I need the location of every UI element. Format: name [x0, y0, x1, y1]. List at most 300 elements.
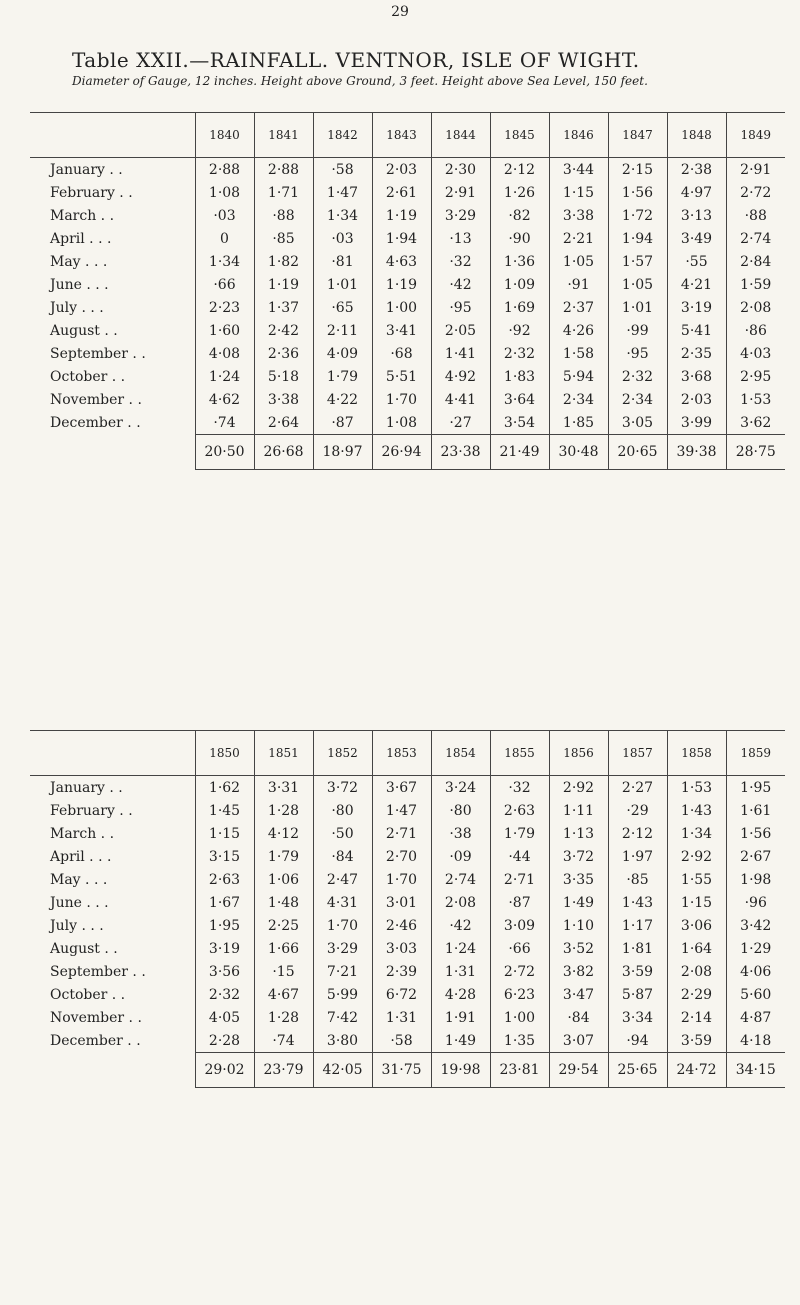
rainfall-value: ·80: [313, 799, 372, 822]
rainfall-value: 1·01: [313, 273, 372, 296]
rainfall-value: 3·64: [490, 388, 549, 411]
rainfall-value: 1·95: [726, 776, 785, 800]
annual-total: 31·75: [372, 1053, 431, 1088]
rainfall-value: 3·80: [313, 1029, 372, 1053]
table-row: [30, 799, 785, 822]
table-row: [30, 822, 785, 845]
rainfall-value: ·27: [431, 411, 490, 435]
table-row: [30, 319, 785, 342]
rainfall-value: 2·71: [372, 822, 431, 845]
year-header: 1858: [667, 731, 726, 776]
rainfall-value: 1·28: [254, 799, 313, 822]
rainfall-value: ·86: [726, 319, 785, 342]
annual-total: 19·98: [431, 1053, 490, 1088]
rainfall-value: 3·34: [608, 1006, 667, 1029]
table-row: [30, 273, 785, 296]
totals-label-cell: [30, 1053, 195, 1088]
rainfall-value: 3·62: [726, 411, 785, 435]
rainfall-value: 4·21: [667, 273, 726, 296]
rainfall-value: 3·54: [490, 411, 549, 435]
rainfall-value: ·80: [431, 799, 490, 822]
rainfall-value: 1·01: [608, 296, 667, 319]
table-row: [30, 776, 785, 800]
table-row: [30, 983, 785, 1006]
rainfall-value: 1·55: [667, 868, 726, 891]
month-label: July . . .: [50, 299, 104, 316]
rainfall-value: 3·68: [667, 365, 726, 388]
rainfall-value: ·92: [490, 319, 549, 342]
rainfall-value: 2·32: [195, 983, 254, 1006]
rainfall-value: 5·60: [726, 983, 785, 1006]
totals-row: [30, 1053, 785, 1088]
rainfall-value: 1·64: [667, 937, 726, 960]
table-row: [30, 937, 785, 960]
rainfall-value: 5·94: [549, 365, 608, 388]
rainfall-value: 1·79: [313, 365, 372, 388]
rainfall-value: 1·56: [726, 822, 785, 845]
rainfall-value: 0: [195, 227, 254, 250]
rainfall-value: 2·46: [372, 914, 431, 937]
month-label: February . .: [50, 802, 133, 819]
month-label: May . . .: [50, 253, 108, 270]
rainfall-value: 1·43: [667, 799, 726, 822]
rainfall-value: 3·44: [549, 158, 608, 182]
rainfall-value: ·91: [549, 273, 608, 296]
month-label: February . .: [50, 184, 133, 201]
annual-total: 34·15: [726, 1053, 785, 1088]
rainfall-value: ·03: [195, 204, 254, 227]
rainfall-value: ·03: [313, 227, 372, 250]
rainfall-value: ·99: [608, 319, 667, 342]
rainfall-value: 3·47: [549, 983, 608, 1006]
totals-label-cell: [30, 435, 195, 470]
rainfall-value: 4·18: [726, 1029, 785, 1053]
month-label: September . .: [50, 345, 146, 362]
rainfall-value: ·15: [254, 960, 313, 983]
rainfall-value: 2·74: [431, 868, 490, 891]
rainfall-value: 3·19: [195, 937, 254, 960]
table-row: [30, 342, 785, 365]
rainfall-value: 2·11: [313, 319, 372, 342]
annual-total: 21·49: [490, 435, 549, 470]
rainfall-value: 1·61: [726, 799, 785, 822]
table-subtitle: Diameter of Gauge, 12 inches. Height above Ground, 3 feet. Height above Sea Level, 150 feet.: [72, 74, 648, 88]
table-row: [30, 388, 785, 411]
table-row: [30, 1006, 785, 1029]
year-header: 1841: [254, 113, 313, 158]
month-label: October . .: [50, 368, 126, 385]
table-row: [30, 296, 785, 319]
rainfall-value: 3·38: [254, 388, 313, 411]
rainfall-value: 4·97: [667, 181, 726, 204]
rainfall-value: ·29: [608, 799, 667, 822]
rainfall-value: 2·08: [431, 891, 490, 914]
rainfall-value: ·50: [313, 822, 372, 845]
annual-total: 20·50: [195, 435, 254, 470]
rainfall-value: 1·35: [490, 1029, 549, 1053]
rainfall-value: 3·42: [726, 914, 785, 937]
rainfall-value: 1·47: [372, 799, 431, 822]
rainfall-value: 1·11: [549, 799, 608, 822]
rainfall-value: 3·06: [667, 914, 726, 937]
year-header: 1844: [431, 113, 490, 158]
rainfall-value: 1·45: [195, 799, 254, 822]
rainfall-value: ·85: [254, 227, 313, 250]
rainfall-value: 2·03: [372, 158, 431, 182]
rainfall-value: ·87: [490, 891, 549, 914]
rainfall-value: ·88: [254, 204, 313, 227]
rainfall-value: 3·05: [608, 411, 667, 435]
rainfall-value: 2·08: [667, 960, 726, 983]
rainfall-value: 3·72: [549, 845, 608, 868]
rainfall-value: 1·95: [195, 914, 254, 937]
rainfall-value: 1·66: [254, 937, 313, 960]
rainfall-value: 2·35: [667, 342, 726, 365]
month-label: October . .: [50, 986, 126, 1003]
page-number: 29: [391, 4, 409, 20]
rainfall-value: 4·87: [726, 1006, 785, 1029]
rainfall-value: 4·09: [313, 342, 372, 365]
rainfall-value: 1·59: [726, 273, 785, 296]
rainfall-value: 2·72: [490, 960, 549, 983]
rainfall-value: 3·15: [195, 845, 254, 868]
rainfall-value: 2·72: [726, 181, 785, 204]
rainfall-value: 2·88: [254, 158, 313, 182]
month-label: July . . .: [50, 917, 104, 934]
rainfall-value: 2·34: [608, 388, 667, 411]
rainfall-value: 2·14: [667, 1006, 726, 1029]
rainfall-value: 2·23: [195, 296, 254, 319]
year-header: 1845: [490, 113, 549, 158]
rainfall-value: 4·31: [313, 891, 372, 914]
rainfall-value: 3·29: [431, 204, 490, 227]
rainfall-value: 2·32: [608, 365, 667, 388]
annual-total: 29·54: [549, 1053, 608, 1088]
rainfall-value: 1·83: [490, 365, 549, 388]
year-header: 1854: [431, 731, 490, 776]
rainfall-value: 1·26: [490, 181, 549, 204]
year-header-row: [30, 731, 785, 776]
table-row: [30, 250, 785, 273]
rainfall-value: 1·08: [195, 181, 254, 204]
rainfall-value: ·94: [608, 1029, 667, 1053]
rainfall-value: 1·72: [608, 204, 667, 227]
rainfall-value: 2·32: [490, 342, 549, 365]
month-label: January . .: [50, 779, 123, 796]
rainfall-value: 3·59: [608, 960, 667, 983]
rainfall-value: 1·56: [608, 181, 667, 204]
totals-row: [30, 435, 785, 470]
rainfall-value: 2·95: [726, 365, 785, 388]
rainfall-value: 1·85: [549, 411, 608, 435]
rainfall-value: 4·41: [431, 388, 490, 411]
rainfall-value: 3·13: [667, 204, 726, 227]
rainfall-value: 1·19: [372, 204, 431, 227]
rainfall-value: ·32: [490, 776, 549, 800]
year-header: 1859: [726, 731, 785, 776]
month-label: March . .: [50, 825, 115, 842]
rainfall-value: 1·41: [431, 342, 490, 365]
rainfall-value: 1·79: [490, 822, 549, 845]
table-row: [30, 845, 785, 868]
year-header: 1852: [313, 731, 372, 776]
rainfall-value: ·90: [490, 227, 549, 250]
annual-total: 26·68: [254, 435, 313, 470]
rainfall-value: 1·13: [549, 822, 608, 845]
rainfall-value: 7·42: [313, 1006, 372, 1029]
annual-total: 25·65: [608, 1053, 667, 1088]
rainfall-value: 1·34: [195, 250, 254, 273]
table-row: [30, 227, 785, 250]
rainfall-value: 1·24: [431, 937, 490, 960]
rainfall-value: 2·27: [608, 776, 667, 800]
rainfall-value: 1·17: [608, 914, 667, 937]
rainfall-value: 5·41: [667, 319, 726, 342]
rainfall-value: 1·94: [608, 227, 667, 250]
rainfall-value: ·38: [431, 822, 490, 845]
rainfall-value: 3·99: [667, 411, 726, 435]
rainfall-value: ·95: [431, 296, 490, 319]
rainfall-value: 3·67: [372, 776, 431, 800]
rainfall-value: 1·57: [608, 250, 667, 273]
rainfall-value: 2·25: [254, 914, 313, 937]
rainfall-value: 2·47: [313, 868, 372, 891]
rainfall-value: 3·41: [372, 319, 431, 342]
rainfall-value: 3·35: [549, 868, 608, 891]
rainfall-value: 2·36: [254, 342, 313, 365]
rainfall-value: 1·79: [254, 845, 313, 868]
rainfall-value: 1·34: [667, 822, 726, 845]
table-row: [30, 891, 785, 914]
rainfall-value: ·65: [313, 296, 372, 319]
rainfall-value: 4·03: [726, 342, 785, 365]
rainfall-value: ·68: [372, 342, 431, 365]
rainfall-value: 1·97: [608, 845, 667, 868]
rainfall-value: 1·94: [372, 227, 431, 250]
rainfall-value: 4·63: [372, 250, 431, 273]
annual-total: 30·48: [549, 435, 608, 470]
rainfall-value: 1·31: [431, 960, 490, 983]
month-label: May . . .: [50, 871, 108, 888]
rainfall-value: ·44: [490, 845, 549, 868]
month-header-cell: [30, 113, 195, 158]
month-label: January . .: [50, 161, 123, 178]
annual-total: 23·38: [431, 435, 490, 470]
month-label: September . .: [50, 963, 146, 980]
rainfall-value: 4·08: [195, 342, 254, 365]
rainfall-value: 1·53: [667, 776, 726, 800]
rainfall-value: 5·18: [254, 365, 313, 388]
year-header: 1851: [254, 731, 313, 776]
rainfall-value: 1·81: [608, 937, 667, 960]
rainfall-value: 2·28: [195, 1029, 254, 1053]
rainfall-value: 4·62: [195, 388, 254, 411]
rainfall-value: 4·26: [549, 319, 608, 342]
rainfall-value: 1·49: [549, 891, 608, 914]
rainfall-value: 4·92: [431, 365, 490, 388]
rainfall-value: 2·91: [431, 181, 490, 204]
rainfall-value: 3·19: [667, 296, 726, 319]
rainfall-value: ·74: [254, 1029, 313, 1053]
month-header-cell: [30, 731, 195, 776]
year-header: 1840: [195, 113, 254, 158]
rainfall-value: 2·12: [490, 158, 549, 182]
month-label: December . .: [50, 1032, 141, 1049]
rainfall-value: ·96: [726, 891, 785, 914]
rainfall-value: 4·12: [254, 822, 313, 845]
rainfall-value: 1·29: [726, 937, 785, 960]
year-header: 1848: [667, 113, 726, 158]
rainfall-value: 3·59: [667, 1029, 726, 1053]
rainfall-value: ·66: [490, 937, 549, 960]
rainfall-value: 1·00: [372, 296, 431, 319]
rainfall-value: 5·87: [608, 983, 667, 1006]
rainfall-value: 2·88: [195, 158, 254, 182]
rainfall-value: 2·08: [726, 296, 785, 319]
rainfall-value: 2·42: [254, 319, 313, 342]
rainfall-value: ·88: [726, 204, 785, 227]
rainfall-value: 2·84: [726, 250, 785, 273]
rainfall-value: 1·71: [254, 181, 313, 204]
rainfall-value: 1·43: [608, 891, 667, 914]
rainfall-value: 1·70: [372, 388, 431, 411]
rainfall-value: ·09: [431, 845, 490, 868]
rainfall-value: 2·12: [608, 822, 667, 845]
year-header: 1846: [549, 113, 608, 158]
rainfall-table-1850-1859: [30, 730, 785, 1088]
rainfall-value: 1·62: [195, 776, 254, 800]
year-header: 1850: [195, 731, 254, 776]
rainfall-value: ·74: [195, 411, 254, 435]
rainfall-value: 1·31: [372, 1006, 431, 1029]
rainfall-value: 2·70: [372, 845, 431, 868]
rainfall-value: ·58: [313, 158, 372, 182]
rainfall-value: 1·67: [195, 891, 254, 914]
rainfall-value: 3·49: [667, 227, 726, 250]
rainfall-value: 1·60: [195, 319, 254, 342]
rainfall-value: 2·61: [372, 181, 431, 204]
rainfall-value: 2·92: [549, 776, 608, 800]
rainfall-value: 1·53: [726, 388, 785, 411]
year-header: 1842: [313, 113, 372, 158]
rainfall-value: ·84: [313, 845, 372, 868]
month-label: June . . .: [50, 894, 109, 911]
year-header: 1849: [726, 113, 785, 158]
rainfall-value: 4·28: [431, 983, 490, 1006]
rainfall-value: ·82: [490, 204, 549, 227]
rainfall-value: 3·07: [549, 1029, 608, 1053]
year-header: 1843: [372, 113, 431, 158]
rainfall-value: ·32: [431, 250, 490, 273]
table-row: [30, 411, 785, 435]
rainfall-value: 3·01: [372, 891, 431, 914]
rainfall-value: 3·29: [313, 937, 372, 960]
table-row: [30, 204, 785, 227]
rainfall-value: ·66: [195, 273, 254, 296]
rainfall-value: ·13: [431, 227, 490, 250]
annual-total: 23·79: [254, 1053, 313, 1088]
month-label: November . .: [50, 391, 142, 408]
rainfall-value: 1·34: [313, 204, 372, 227]
month-label: December . .: [50, 414, 141, 431]
rainfall-value: 1·15: [667, 891, 726, 914]
rainfall-value: 3·09: [490, 914, 549, 937]
annual-total: 18·97: [313, 435, 372, 470]
rainfall-value: 4·67: [254, 983, 313, 1006]
rainfall-value: 2·64: [254, 411, 313, 435]
table-title: Table XXII.—RAINFALL. VENTNOR, ISLE OF WIGHT.: [72, 48, 640, 72]
rainfall-value: ·95: [608, 342, 667, 365]
rainfall-value: 2·63: [195, 868, 254, 891]
month-label: June . . .: [50, 276, 109, 293]
rainfall-value: ·85: [608, 868, 667, 891]
rainfall-value: 1·48: [254, 891, 313, 914]
rainfall-value: 5·51: [372, 365, 431, 388]
rainfall-value: 2·34: [549, 388, 608, 411]
rainfall-value: 4·05: [195, 1006, 254, 1029]
rainfall-value: 1·82: [254, 250, 313, 273]
annual-total: 28·75: [726, 435, 785, 470]
rainfall-value: 1·15: [195, 822, 254, 845]
table-row: [30, 914, 785, 937]
rainfall-value: 3·82: [549, 960, 608, 983]
rainfall-value: ·81: [313, 250, 372, 273]
rainfall-value: 2·29: [667, 983, 726, 1006]
year-header: 1855: [490, 731, 549, 776]
annual-total: 24·72: [667, 1053, 726, 1088]
rainfall-value: 2·37: [549, 296, 608, 319]
rainfall-value: 1·19: [372, 273, 431, 296]
annual-total: 42·05: [313, 1053, 372, 1088]
rainfall-value: 1·58: [549, 342, 608, 365]
table-row: [30, 365, 785, 388]
year-header: 1857: [608, 731, 667, 776]
rainfall-value: 2·05: [431, 319, 490, 342]
rainfall-value: 2·74: [726, 227, 785, 250]
rainfall-value: 1·10: [549, 914, 608, 937]
rainfall-value: 2·21: [549, 227, 608, 250]
rainfall-value: 1·19: [254, 273, 313, 296]
rainfall-table-1840-1849: [30, 112, 785, 470]
rainfall-value: 2·38: [667, 158, 726, 182]
rainfall-value: ·58: [372, 1029, 431, 1053]
rainfall-value: 1·47: [313, 181, 372, 204]
year-header-row: [30, 113, 785, 158]
rainfall-value: 1·28: [254, 1006, 313, 1029]
rainfall-value: 3·24: [431, 776, 490, 800]
rainfall-value: 1·70: [313, 914, 372, 937]
rainfall-value: ·42: [431, 914, 490, 937]
rainfall-value: 1·06: [254, 868, 313, 891]
rainfall-value: 3·31: [254, 776, 313, 800]
rainfall-value: 2·15: [608, 158, 667, 182]
month-label: April . . .: [50, 848, 112, 865]
rainfall-value: 2·63: [490, 799, 549, 822]
rainfall-value: 6·72: [372, 983, 431, 1006]
rainfall-value: 1·69: [490, 296, 549, 319]
table-row: [30, 181, 785, 204]
rainfall-value: ·87: [313, 411, 372, 435]
rainfall-value: 1·91: [431, 1006, 490, 1029]
rainfall-value: 1·00: [490, 1006, 549, 1029]
rainfall-value: ·55: [667, 250, 726, 273]
annual-total: 26·94: [372, 435, 431, 470]
rainfall-value: 1·36: [490, 250, 549, 273]
rainfall-value: 3·03: [372, 937, 431, 960]
rainfall-value: 2·67: [726, 845, 785, 868]
year-header: 1847: [608, 113, 667, 158]
annual-total: 20·65: [608, 435, 667, 470]
